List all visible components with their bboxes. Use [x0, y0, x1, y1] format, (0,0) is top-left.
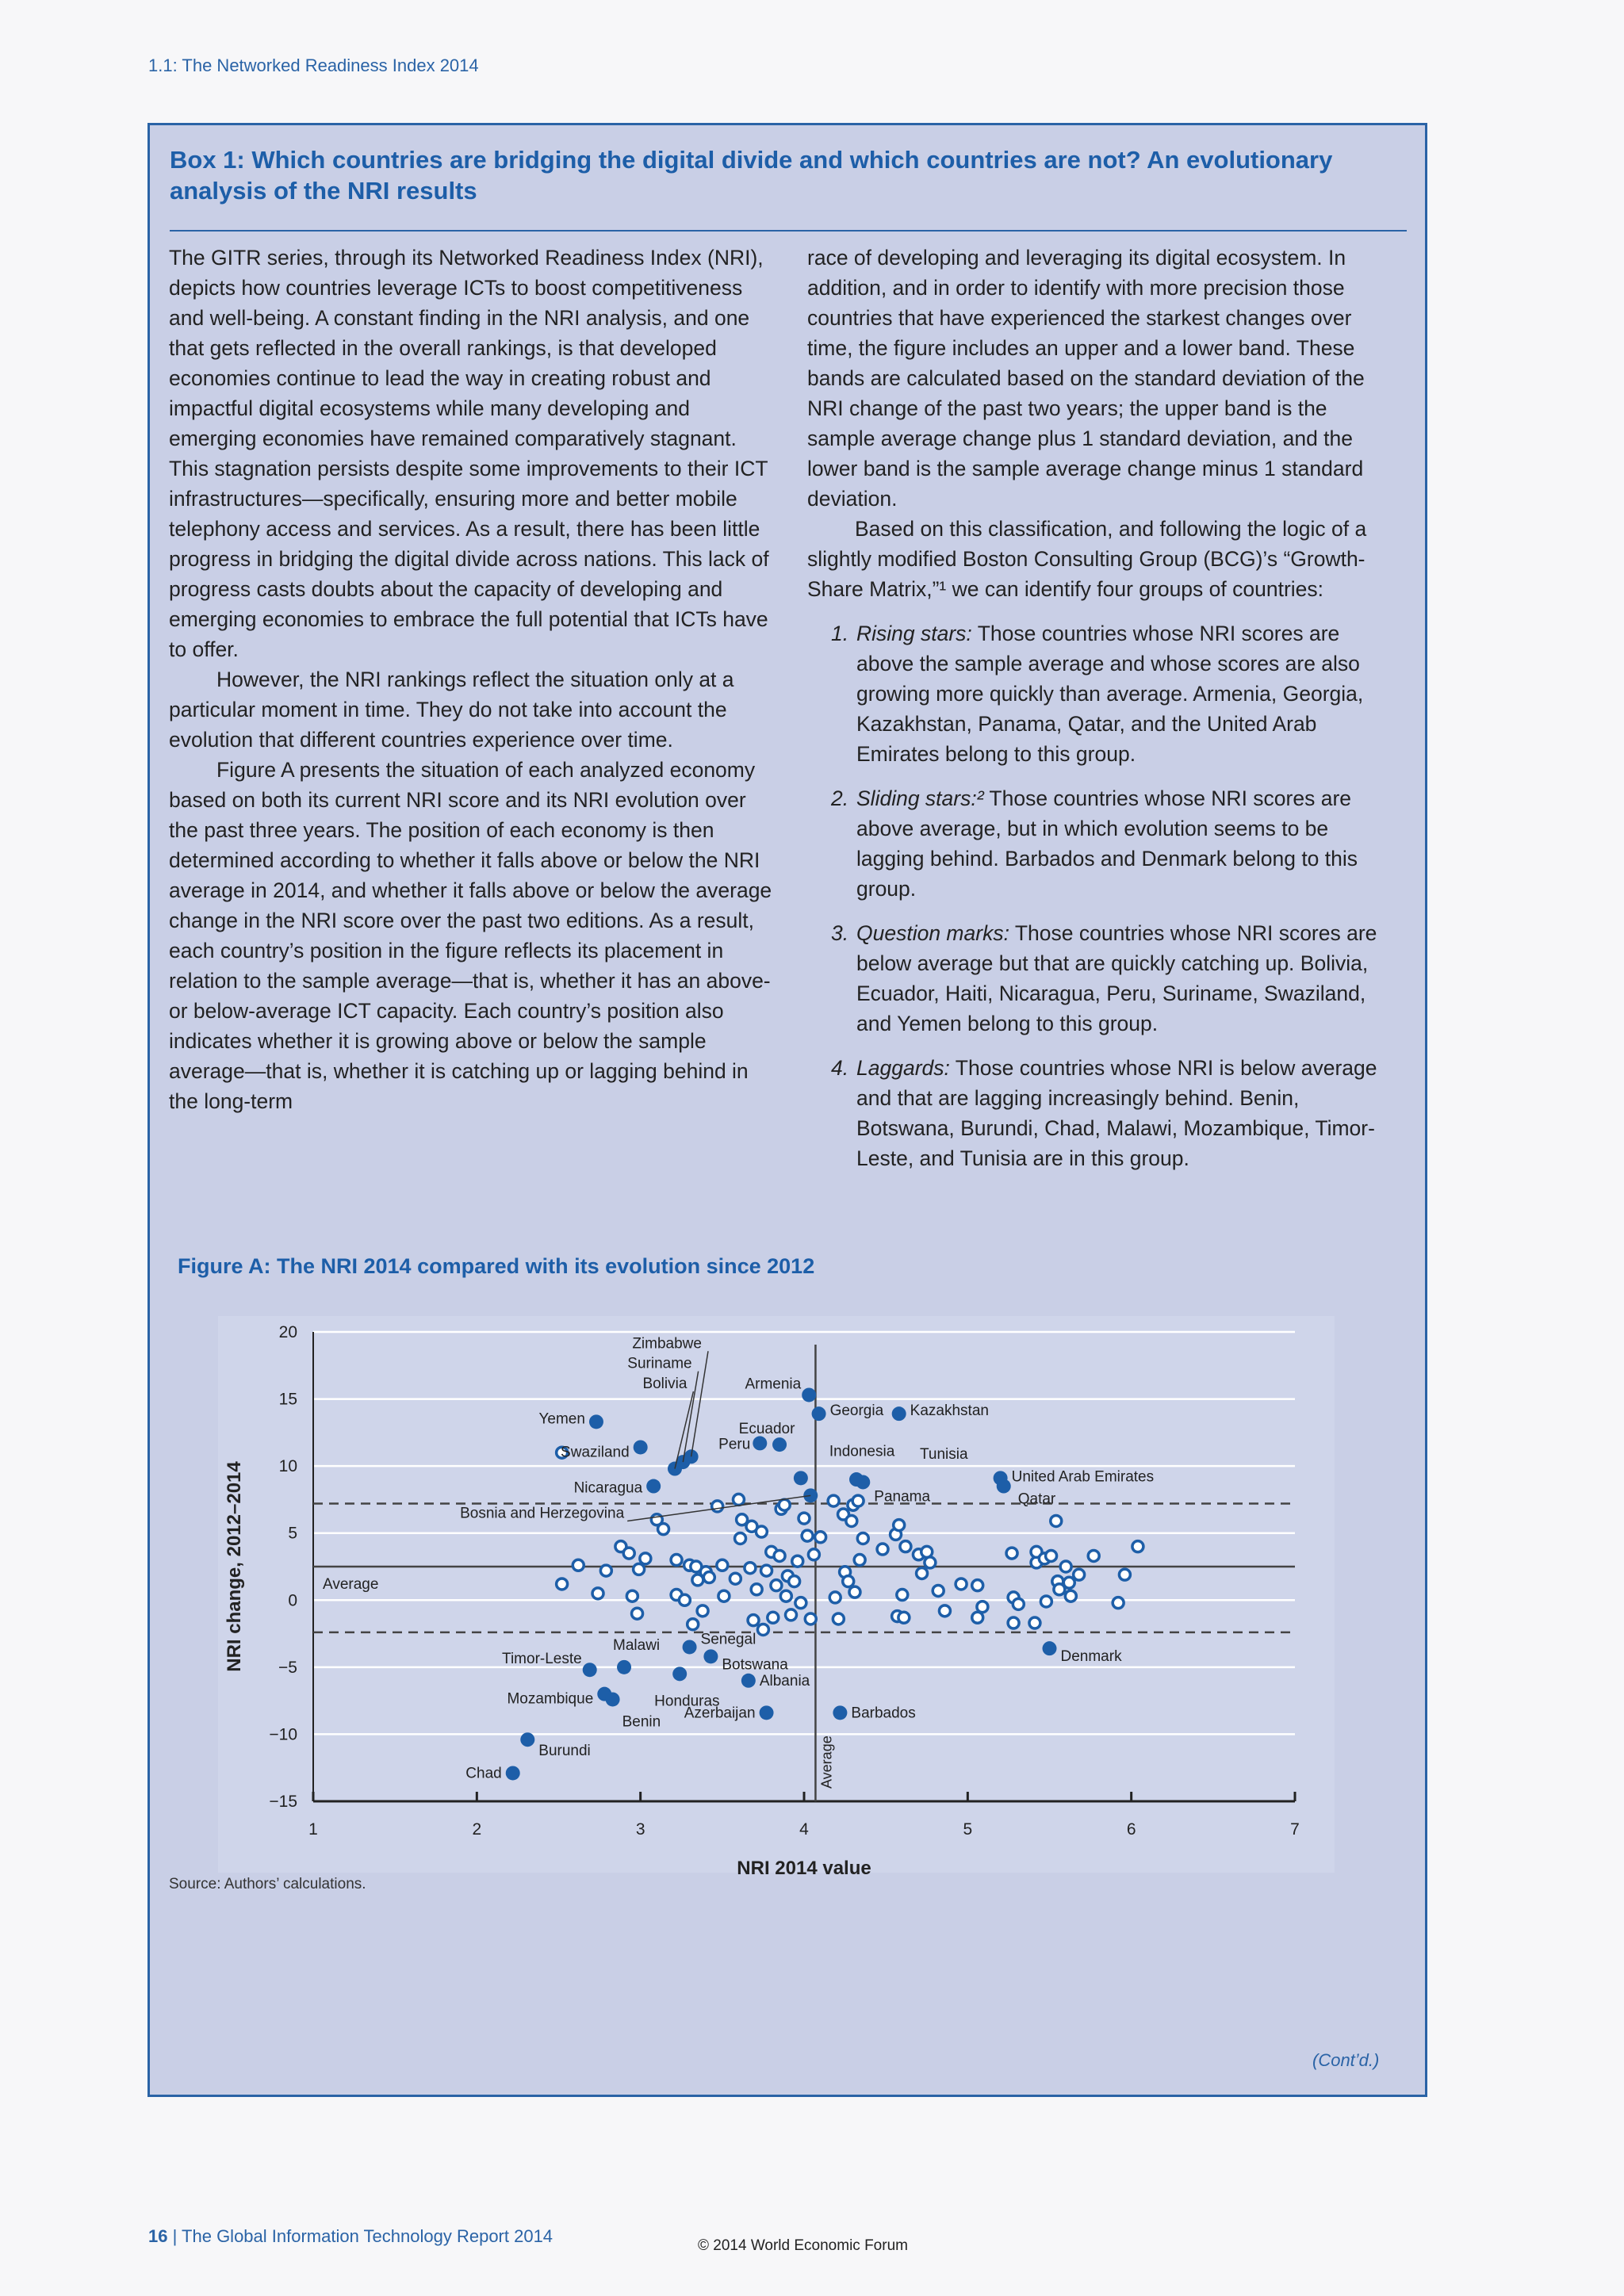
data-point	[789, 1576, 800, 1587]
data-point	[857, 1533, 868, 1544]
point-label: Panama	[874, 1488, 931, 1506]
point-label: Qatar	[1017, 1490, 1056, 1508]
data-point	[917, 1567, 928, 1578]
data-point-labeled	[892, 1406, 906, 1421]
data-point	[671, 1555, 682, 1566]
list-number: 1.	[831, 622, 849, 645]
data-point-labeled	[753, 1436, 767, 1450]
group-term: Sliding stars:²	[856, 786, 984, 810]
data-point	[854, 1555, 865, 1566]
average-x-label: Average	[818, 1735, 835, 1789]
data-point	[632, 1608, 643, 1619]
average-label: Average	[323, 1576, 379, 1593]
continued-note: (Cont’d.)	[1312, 2050, 1380, 2070]
point-label: Burundi	[538, 1743, 591, 1760]
point-label: Zimbabwe	[632, 1335, 702, 1353]
data-point-labeled	[683, 1640, 697, 1654]
data-point	[768, 1612, 779, 1623]
y-tick-label: 5	[288, 1524, 297, 1543]
y-tick-label: 20	[278, 1323, 297, 1341]
data-point-labeled	[606, 1692, 620, 1706]
data-point	[956, 1578, 967, 1590]
data-point	[592, 1588, 603, 1599]
data-point	[757, 1624, 768, 1635]
data-point-labeled	[833, 1705, 847, 1720]
data-point	[1006, 1548, 1017, 1559]
data-point	[712, 1501, 723, 1512]
data-point	[735, 1533, 746, 1544]
point-label: Timor-Leste	[502, 1651, 582, 1668]
data-point-labeled	[703, 1649, 718, 1663]
data-point	[1119, 1569, 1130, 1580]
data-point	[688, 1619, 699, 1630]
point-label: Malawi	[613, 1636, 661, 1654]
source-note: Source: Authors’ calculations.	[169, 1876, 366, 1892]
footer-separator: |	[172, 2226, 178, 2246]
point-label: Nicaragua	[573, 1479, 643, 1497]
group-term: Rising stars:	[856, 622, 972, 645]
data-point	[748, 1615, 759, 1626]
point-label: Azerbaijan	[684, 1705, 756, 1722]
point-label: Ecuador	[738, 1421, 795, 1438]
x-tick-label: 1	[308, 1820, 318, 1839]
data-point-labeled	[741, 1674, 756, 1688]
y-tick-label: −15	[269, 1793, 297, 1811]
data-point-labeled	[1043, 1641, 1057, 1655]
data-point	[829, 1592, 841, 1603]
copyright: © 2014 World Economic Forum	[698, 2237, 908, 2254]
data-point-labeled	[760, 1705, 774, 1720]
running-head: 1.1: The Networked Readiness Index 2014	[148, 55, 479, 75]
y-tick-label: −10	[269, 1725, 297, 1744]
x-tick-label: 7	[1290, 1820, 1300, 1839]
data-point	[808, 1549, 819, 1560]
x-axis-title: NRI 2014 value	[737, 1858, 871, 1879]
data-point	[877, 1544, 888, 1555]
point-label: Georgia	[829, 1402, 884, 1420]
data-point-labeled	[589, 1414, 603, 1429]
point-label: Chad	[465, 1765, 502, 1782]
data-point	[1113, 1598, 1124, 1609]
point-label: Tunisia	[920, 1446, 968, 1464]
list-number: 4.	[831, 1056, 849, 1080]
data-point	[1088, 1550, 1099, 1561]
data-point-labeled	[794, 1471, 808, 1485]
point-label: Peru	[718, 1436, 751, 1453]
y-axis-title: NRI change, 2012–2014	[224, 1461, 245, 1672]
data-point	[717, 1559, 728, 1571]
data-point	[897, 1590, 908, 1601]
data-point	[828, 1495, 839, 1506]
paragraph: Based on this classification, and following the logic of a slightly modified Boston Consulting Group (BCG)’s “Growth-Share Matrix,”¹ we can identify four groups of countries:	[807, 517, 1367, 601]
x-tick-label: 6	[1126, 1820, 1136, 1839]
point-label: Armenia	[745, 1376, 802, 1393]
data-point	[799, 1513, 810, 1524]
data-point	[972, 1580, 983, 1591]
point-label: Swaziland	[561, 1444, 630, 1461]
data-point	[894, 1520, 905, 1531]
data-point	[833, 1613, 844, 1624]
data-point	[658, 1524, 669, 1535]
data-point	[557, 1578, 568, 1590]
group-description: Those countries whose NRI scores are above the sample average and whose scores are also growing more quickly than average. Armenia, Georgia, Kazakhstan, Panama, Qatar, and the United Arab Emirates belong to this group.	[856, 622, 1364, 766]
data-point	[761, 1565, 772, 1576]
data-point	[1132, 1541, 1143, 1552]
paragraph: Figure A presents the situation of each analyzed economy based on both its current NRI score and its NRI evolution over the past three years. The position of each economy is then determined according to whether it falls above or below the NRI average in 2014, and whether it falls above or below the average change in the NRI score over the past two editions. As a result, each country’s position in the figure reflects its placement in relation to the sample average—that is, whether it has an above- or below-average ICT capacity. Each country’s position also indicates whether it is growing above or below the sample average—that is, whether it is catching up or lagging behind in the long-term	[169, 758, 772, 1113]
data-point	[852, 1495, 864, 1506]
list-number: 3.	[831, 921, 849, 945]
data-point	[977, 1601, 988, 1613]
data-point	[745, 1563, 756, 1574]
data-point	[573, 1559, 584, 1571]
data-point	[756, 1526, 767, 1537]
report-title: The Global Information Technology Report 2014	[182, 2226, 553, 2246]
data-point	[1074, 1569, 1085, 1580]
data-point	[933, 1585, 944, 1596]
data-point-labeled	[802, 1387, 816, 1402]
page-number: 16	[148, 2226, 168, 2246]
data-point	[697, 1605, 708, 1617]
data-point	[898, 1612, 910, 1623]
data-point	[925, 1557, 936, 1568]
point-label: United Arab Emirates	[1011, 1468, 1155, 1486]
x-tick-label: 4	[799, 1820, 809, 1839]
point-label: Kazakhstan	[910, 1402, 989, 1420]
point-label: Bosnia and Herzegovina	[460, 1505, 625, 1522]
data-point	[1063, 1577, 1074, 1588]
data-point-labeled	[772, 1437, 787, 1452]
data-point	[703, 1572, 714, 1583]
data-point-labeled	[997, 1479, 1011, 1494]
data-point	[623, 1548, 634, 1559]
data-point-labeled	[634, 1440, 648, 1454]
y-tick-label: 0	[288, 1591, 297, 1610]
x-tick-label: 3	[635, 1820, 645, 1839]
data-point	[600, 1565, 611, 1576]
data-point	[792, 1556, 803, 1567]
y-tick-label: −5	[278, 1658, 297, 1677]
data-point-labeled	[803, 1488, 818, 1502]
paragraph: However, the NRI rankings reflect the situation only at a particular moment in time. They do not take into account the evolution that different countries experience over time.	[169, 668, 734, 752]
figure-title: Figure A: The NRI 2014 compared with its evolution since 2012	[178, 1254, 815, 1278]
data-point	[1051, 1515, 1062, 1526]
data-point-labeled	[812, 1406, 826, 1421]
data-point	[780, 1590, 791, 1601]
list-number: 2.	[831, 786, 849, 810]
data-point	[640, 1553, 651, 1564]
data-point	[802, 1530, 813, 1541]
data-point	[733, 1494, 744, 1505]
data-point	[1008, 1617, 1019, 1628]
data-point	[1040, 1596, 1051, 1607]
point-label: Barbados	[851, 1705, 916, 1722]
point-label: Mozambique	[507, 1690, 594, 1708]
point-label: Honduras	[654, 1693, 720, 1710]
group-description: Those countries whose NRI scores are below average but that are quickly catching up. Bolivia, Ecuador, Haiti, Nicaragua, Peru, Suriname, Swaziland, and Yemen belong to this group.	[856, 921, 1377, 1035]
x-tick-label: 2	[472, 1820, 482, 1839]
point-label: Benin	[622, 1713, 661, 1731]
point-label: Suriname	[627, 1355, 692, 1372]
data-point	[1029, 1617, 1040, 1628]
data-point	[1060, 1561, 1071, 1572]
data-point-labeled	[672, 1667, 687, 1681]
data-point	[815, 1532, 826, 1543]
data-point	[939, 1605, 950, 1617]
data-point	[843, 1576, 854, 1587]
group-description: Those countries whose NRI scores are above average, but in which evolution seems to be lagging behind. Barbados and Denmark belong to this group.	[856, 786, 1358, 901]
data-point	[730, 1573, 741, 1584]
group-term: Question marks:	[856, 921, 1009, 945]
data-point-labeled	[856, 1475, 870, 1489]
data-point	[849, 1586, 860, 1598]
data-point-labeled	[520, 1732, 534, 1747]
point-label: Yemen	[538, 1410, 585, 1428]
data-point-labeled	[617, 1660, 631, 1674]
data-point	[751, 1584, 762, 1595]
x-tick-label: 5	[963, 1820, 973, 1839]
y-tick-label: 10	[278, 1457, 297, 1476]
paragraph: race of developing and leveraging its digital ecosystem. In addition, and in order to identify with more precision those countries that have experienced the starkest changes over time, the figure includes an upper and a lower band. These bands are calculated based on the standard deviation of the NRI change of the past two years; the upper band is the sample average change plus 1 standard deviation, and the lower band is the sample average change minus 1 standard deviation.	[807, 246, 1365, 511]
data-point	[774, 1550, 785, 1561]
point-label: Senegal	[700, 1631, 756, 1648]
data-point	[771, 1580, 782, 1591]
data-point	[795, 1598, 806, 1609]
box-title: Box 1: Which countries are bridging the digital divide and which countries are not? An evolutionary analysis of the NRI results	[170, 146, 1333, 205]
data-point	[1065, 1590, 1076, 1601]
data-point	[1046, 1550, 1057, 1561]
data-point	[846, 1515, 857, 1526]
data-point-labeled	[583, 1663, 597, 1677]
data-point	[1013, 1598, 1024, 1609]
page-footer	[148, 2226, 553, 2247]
group-description: Those countries whose NRI is below average and that are lagging increasingly behind. Benin, Botswana, Burundi, Chad, Malawi, Mozambique, Timor-Leste, and Tunisia are in this group.	[856, 1056, 1377, 1170]
y-tick-label: 15	[278, 1390, 297, 1409]
data-point	[900, 1541, 911, 1552]
data-point	[718, 1590, 730, 1601]
paragraph: The GITR series, through its Networked Readiness Index (NRI), depicts how countries leverage ICTs to boost competitiveness and well-being. A constant finding in the NRI analysis, and one that gets reflected in the overall rankings, is that developed economies continue to lead the way in creating robust and impactful digital ecosystems while many developing and emerging economies have remained comparatively stagnant. This stagnation persists despite some improvements to their ICT infrastructures—specifically, ensuring more and better mobile telephony access and services. As a result, there has been little progress in bridging the digital divide across nations. This lack of progress casts doubts about the capacity of developing and emerging economies to embrace the full potential that ICTs have to offer.	[169, 246, 769, 661]
point-label: Albania	[759, 1672, 810, 1689]
point-label: Bolivia	[642, 1376, 688, 1393]
data-point	[805, 1613, 816, 1624]
point-label: Botswana	[722, 1656, 788, 1674]
data-point-labeled	[506, 1766, 520, 1780]
data-point	[679, 1594, 690, 1605]
data-point-labeled	[646, 1479, 661, 1494]
point-label: Denmark	[1060, 1648, 1122, 1666]
group-term: Laggards:	[856, 1056, 950, 1080]
data-point	[626, 1590, 638, 1601]
data-point	[634, 1563, 645, 1575]
data-point	[785, 1609, 796, 1621]
point-label: Indonesia	[829, 1443, 895, 1460]
data-point	[779, 1499, 790, 1510]
